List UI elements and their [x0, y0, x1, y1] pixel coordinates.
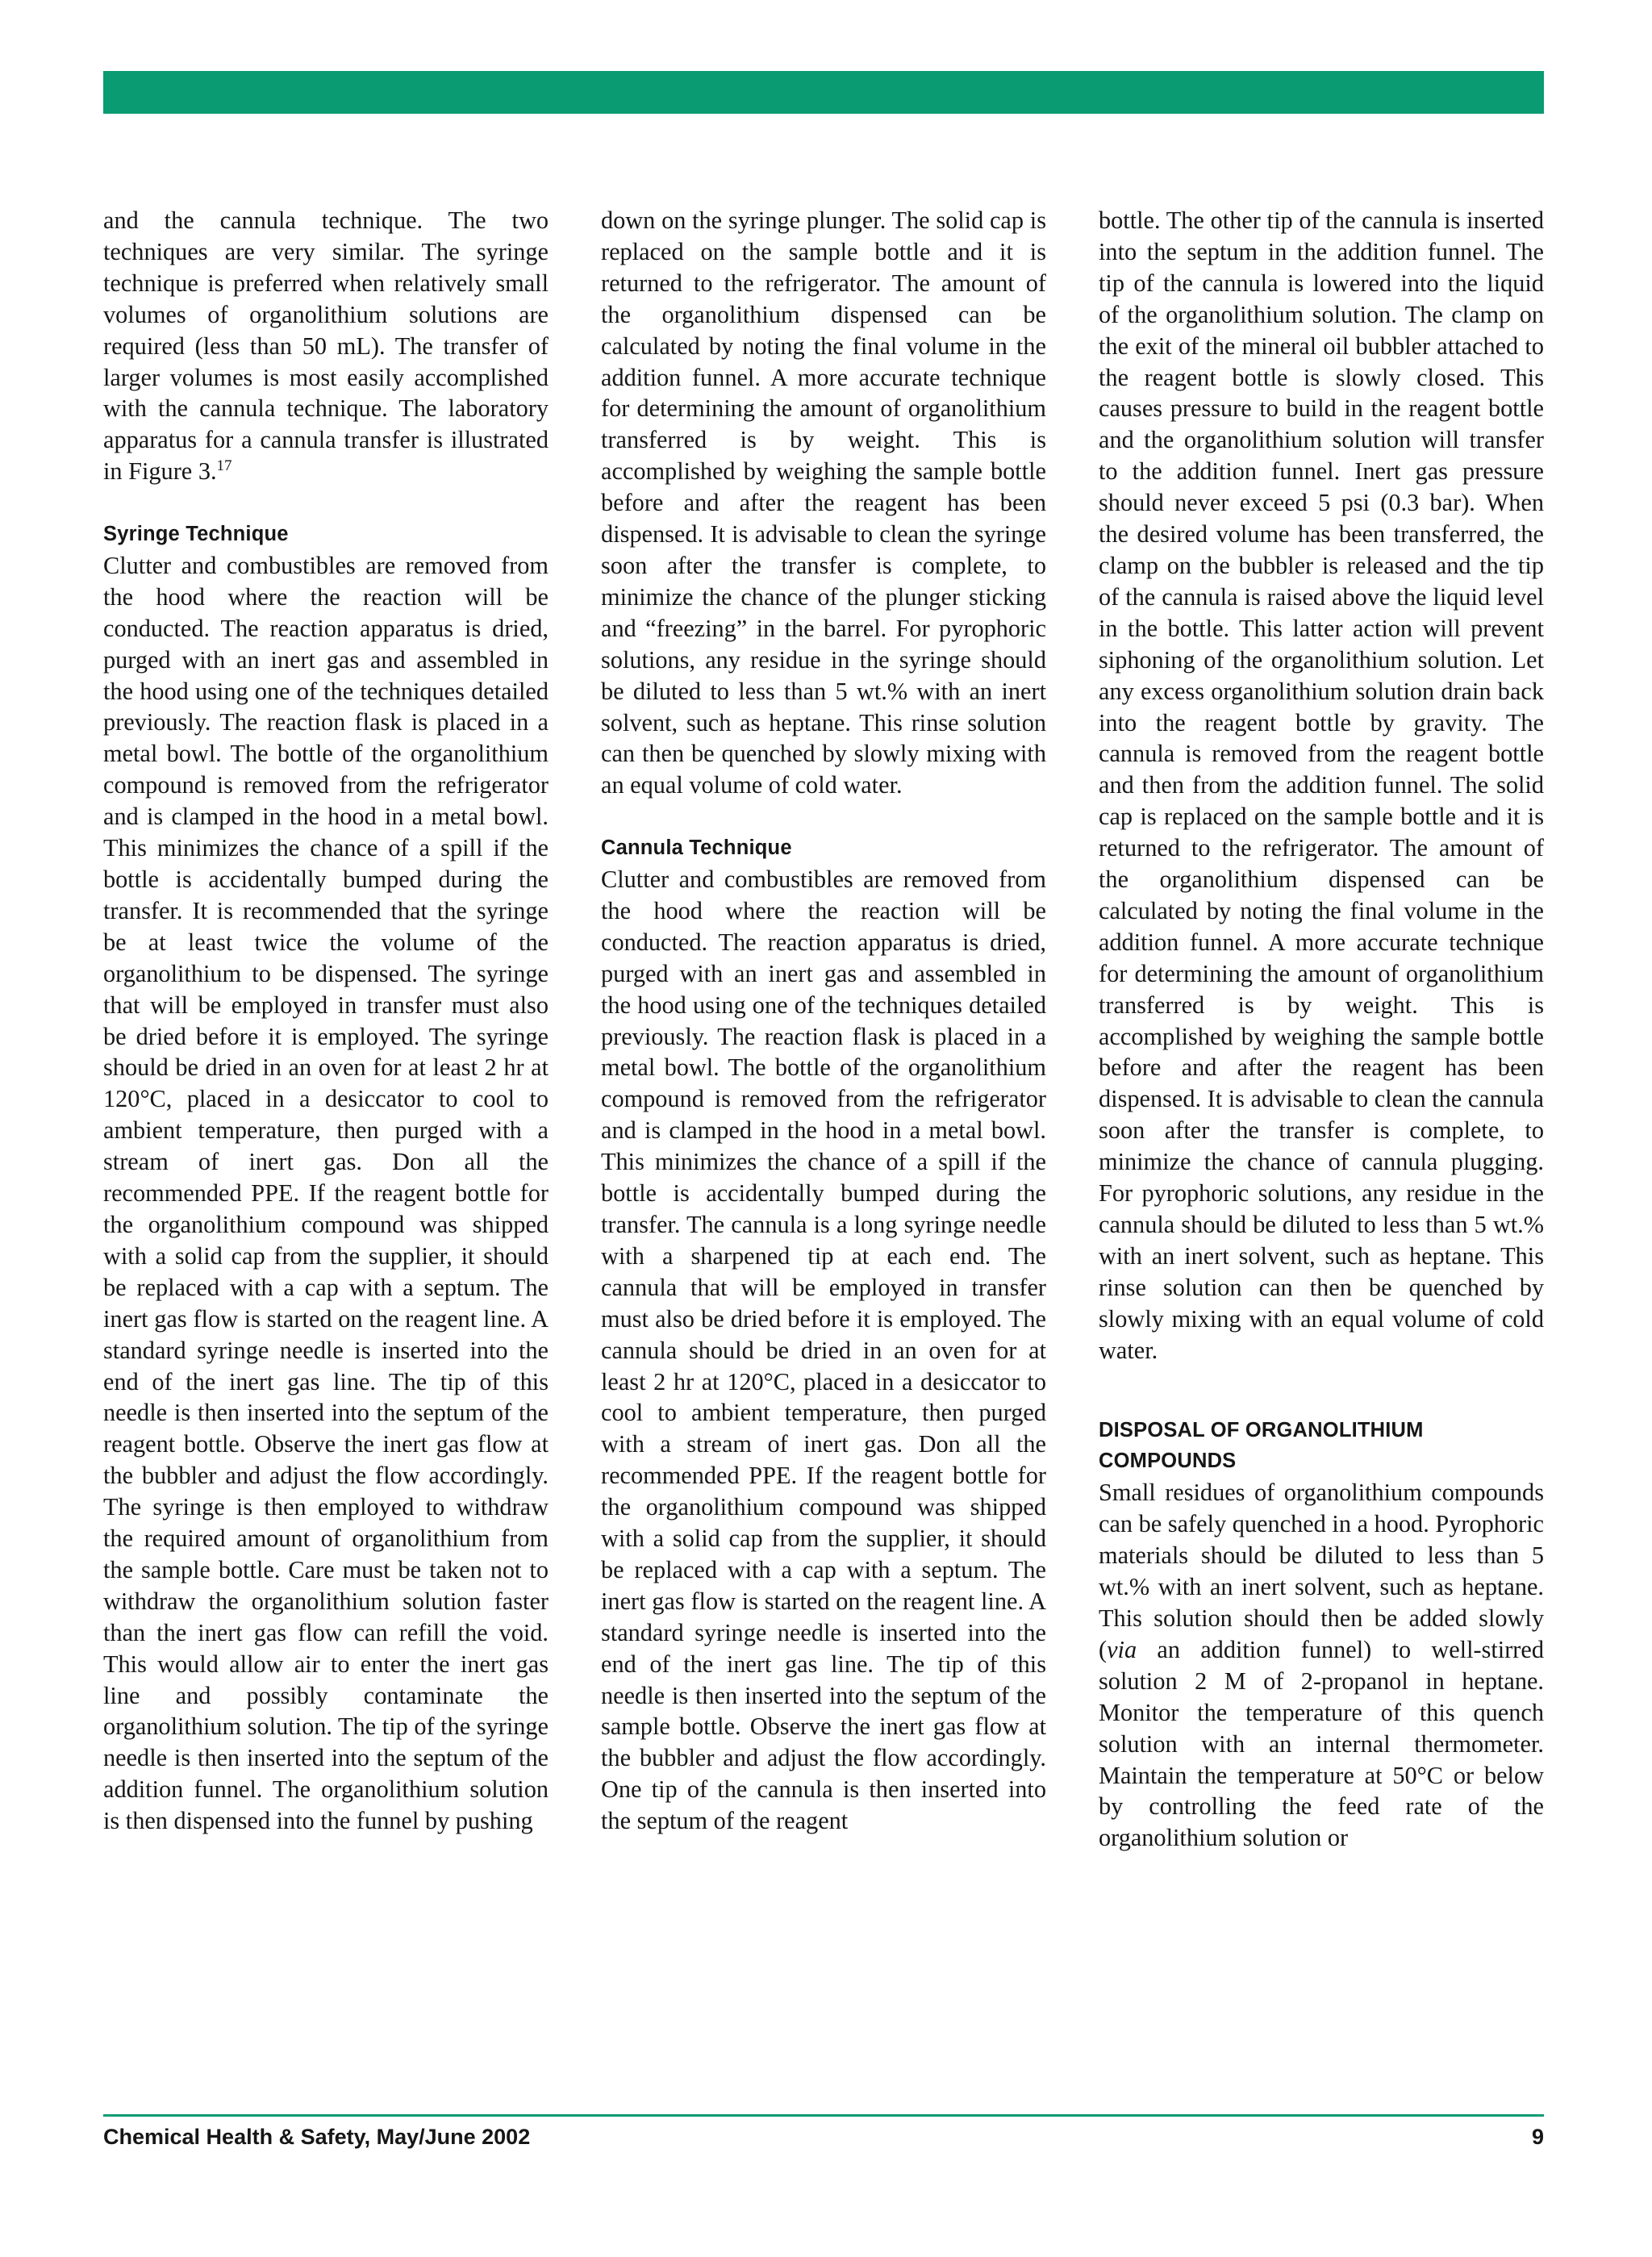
- paragraph: down on the syringe plunger. The solid cap is replaced on the sample bottle and it is returned to the refrigerator. The amount of the organolithium dispensed can be calculated by noting the final volume in the addition funnel. A more accurate technique for determining the amount of organolithium transferred is by weight. This is accomplished by weighing the sample bottle before and after the reagent has been dispensed. It is advisable to clean the syringe soon after the transfer is complete, to minimize the chance of the plunger sticking and “freezing” in the barrel. For pyrophoric solutions, any residue in the syringe should be diluted to less than 5 wt.% with an inert solvent, such as heptane. This rinse solution can then be quenched by slowly mixing with an equal volume of cold water.: [601, 207, 1046, 799]
- paragraph: [1099, 1477, 1544, 1854]
- text-column-1: [103, 205, 549, 1837]
- section-heading: Syringe Technique: [103, 523, 289, 546]
- footer-rule: [103, 2114, 1544, 2117]
- section-heading: DISPOSAL OF ORGANOLITHIUM COMPOUNDS: [1099, 1418, 1424, 1473]
- paragraph: Clutter and combustibles are removed from the hood where the reaction will be conducted. The reaction apparatus is dried, purged with an inert gas and assembled in the hood using one of the techniques detailed previously. The reaction flask is placed in a metal bowl. The bottle of the organolithium compound is removed from the refrigerator and is clamped in the hood in a metal bowl. This minimizes the chance of a spill if the bottle is accidentally bumped during the transfer. The cannula is a long syringe needle with a sharpened tip at each end. The cannula that will be employed in transfer must also be dried before it is employed. The cannula should be dried in an oven for at least 2 hr at 120°C, placed in a desiccator to cool to ambient temperature, then purged with a stream of inert gas. Don all the recommended PPE. If the reagent bottle for the organolithium compound was shipped with a solid cap from the supplier, it should be replaced with a cap with a septum. The inert gas flow is started on the reagent line. A standard syringe needle is inserted into the end of the inert gas line. The tip of this needle is then inserted into the septum of the sample bottle. Observe the inert gas flow at the bubbler and adjust the flow accordingly. One tip of the cannula is then inserted into the septum of the reagent: [601, 866, 1046, 1835]
- page-number: 9: [1531, 2125, 1544, 2149]
- paragraph-text: Small residues of organolithium compounds can be safely quenched in a hood. Pyrophoric materials should be diluted to less than 5 wt.% with an inert solvent, such as heptane. This solution should then be added slowly (: [1099, 1479, 1544, 1663]
- reference-superscript: 17: [216, 457, 232, 475]
- paragraph: [103, 205, 549, 487]
- paragraph: Clutter and combustibles are removed from the hood where the reaction will be conducted. The reaction apparatus is dried, purged with an inert gas and assembled in the hood using one of the techniques detailed previously. The reaction flask is placed in a metal bowl. The bottle of the organolithium compound is removed from the refrigerator and is clamped in the hood in a metal bowl. This minimizes the chance of a spill if the bottle is accidentally bumped during the transfer. It is recommended that the syringe be at least twice the volume of the organolithium to be dispensed. The syringe that will be employed in transfer must also be dried before it is employed. The syringe should be dried in an oven for at least 2 hr at 120°C, placed in a desiccator to cool to ambient temperature, then purged with a stream of inert gas. Don all the recommended PPE. If the reagent bottle for the organolithium compound was shipped with a solid cap from the supplier, it should be replaced with a cap with a septum. The inert gas flow is started on the reagent line. A standard syringe needle is inserted into the end of the inert gas line. The tip of this needle is then inserted into the septum of the reagent bottle. Observe the inert gas flow at the bubbler and adjust the flow accordingly. The syringe is then employed to withdraw the required amount of organolithium from the sample bottle. Care must be taken not to withdraw the organolithium solution faster than the inert gas flow can refill the void. This would allow air to enter the inert gas line and possibly contaminate the organolithium solution. The tip of the syringe needle is then inserted into the septum of the addition funnel. The organolithium solution is then dispensed into the funnel by pushing: [103, 551, 549, 1835]
- header-accent-bar: [103, 71, 1544, 114]
- paragraph-text: an addition funnel) to well-stirred solution 2 M of 2-propanol in heptane. Monitor the temperature of this quench solution with an internal thermometer. Maintain the temperature at 50°C or below by controlling the feed rate of the organolithium solution or: [1099, 1635, 1544, 1852]
- paragraph-text: and the cannula technique. The two techniques are very similar. The syringe technique is preferred when relatively small volumes of organolithium solutions are required (less than 50 mL). The transfer of larger volumes is most easily accomplished with the cannula technique. The laboratory apparatus for a cannula transfer is illustrated in Figure 3.: [103, 207, 549, 486]
- text-column-3: [1099, 205, 1544, 1854]
- text-column-2: [601, 205, 1046, 1837]
- paragraph: bottle. The other tip of the cannula is inserted into the septum in the addition funnel. The tip of the cannula is lowered into the liquid of the organolithium solution. The clamp on the exit of the mineral oil bubbler attached to the reagent bottle is slowly closed. This causes pressure to build in the reagent bottle and the organolithium solution will transfer to the addition funnel. Inert gas pressure should never exceed 5 psi (0.3 bar). When the desired volume has been transferred, the clamp on the bubbler is released and the tip of the cannula is raised above the liquid level in the bottle. This latter action will prevent siphoning of the organolithium solution. Let any excess organolithium solution drain back into the reagent bottle by gravity. The cannula is removed from the reagent bottle and then from the addition funnel. The solid cap is replaced on the sample bottle and it is returned to the refrigerator. The amount of the organolithium dispensed can be calculated by noting the final volume in the addition funnel. A more accurate technique for determining the amount of organolithium transferred is by weight. This is accomplished by weighing the sample bottle before and after the reagent has been dispensed. It is advisable to clean the cannula soon after the transfer is complete, to minimize the chance of cannula plugging. For pyrophoric solutions, any residue in the cannula should be diluted to less than 5 wt.% with an inert solvent, such as heptane. This rinse solution can then be quenched by slowly mixing with an equal volume of cold water.: [1099, 207, 1544, 1364]
- section-heading: Cannula Technique: [601, 836, 792, 860]
- italic-text: via: [1107, 1635, 1137, 1663]
- journal-citation: Chemical Health & Safety, May/June 2002: [103, 2125, 531, 2149]
